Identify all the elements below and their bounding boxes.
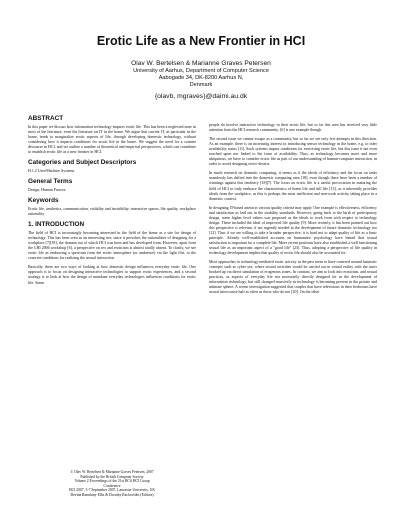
body-paragraph: The second issue we cannot escape as a community, but so far we see only few attempts in this direction. As an example, there is an increasing interest in introducing sensor technology in the home, e.g. to infer availability status [11]. Such systems impact conditions for exercising erotic life, but this issue it not even touched upon nor linked to the issue of availability. Thus, as technology becomes more and more ubiquitous, we have to consider erotic life as part of our understanding of human-computer interaction, in order to avoid designing erotic deserts. [209, 136, 377, 167]
author-names: Olav W. Bertelsen & Marianne Graves Petersen [131, 60, 271, 67]
left-column [28, 110, 196, 289]
introduction-heading: 1. INTRODUCTION [28, 221, 85, 229]
footnote-line: Volume 2 Proceedings of the 21st BCS HCI Group [74, 479, 150, 484]
body-paragraph: Most approaches to technology mediated erotic activity in the past seem to have centered around futuristic concepts such as cyber sex, where sexual activities would be carried out in virtual reality with the users hooked up via direct simulation of erogenous zones. In contrast, we aim to look into eroticism, and sexual practices, as aspects of everyday life not necessarily directly designed for in the development of information technology, but still changed massively as technology is becoming present in the private and intimate sphere. A recent investigation suggested that couples that have televisions in their bedrooms have sexual intercourse half as often as those who do not [20]. On the other [209, 259, 377, 295]
right-column [209, 122, 377, 298]
body-paragraph: people do involve interactive technology in their erotic life, but so far this area has received very little attention from the HCI research community; [6] is one example though. [209, 122, 377, 133]
affiliation-line: Aabogade 34, DK-8200 Aarhus N, [158, 75, 244, 82]
keywords-text: Erotic life, aesthetics, communication, visibility and invisibility, interactive spaces, life quality, workplace rationality. [28, 205, 196, 217]
footnote-line: Conference [103, 483, 121, 488]
affiliation-line: Denmark [189, 82, 213, 89]
footnote-line: Devina Ramduny-Ellis & Dorothy Rachovides (Editors) [70, 492, 154, 497]
paper-title: Erotic Life as a New Frontier in HCI [96, 34, 306, 48]
categories-heading: Categories and Subject Descriptors [28, 158, 137, 166]
abstract-text: In this paper we discuss how information technology impacts erotic life. This has been a neglected zone in most of the literature, even the literature on IT in the home. We argue that current IT, in particular in the home, tends to marginalize erotic aspects of life, through developing domestic technology, without considering how it impacts conditions for erotic life in the home. We suggest the need for a counter discourse in HCI, and we outline a number of theoretical and empirical perspectives, which can contribute to establish erotic life as a new frontier in HCI. [28, 123, 196, 154]
footnote-line: © Olav W. Bertelsen & Marianne Graves Petersen, 2007 [70, 470, 154, 474]
categories-text: H.1.2 User/Machine Systems. [28, 167, 76, 173]
author-block [28, 60, 374, 100]
general-terms-text: Design, Human Factors. [28, 186, 67, 192]
affiliation-line: University of Aarhus, Department of Computer Science [133, 68, 269, 74]
copyright-footnote [28, 470, 196, 498]
body-paragraph: In designing IT-based artefacts various quality criteria may apply. One example is effectiveness, efficiency and satisfaction as laid out in the usability standards. However, going back to the birth of participatory design, some higher level values was proposed as the ideals to work from with respect to technology design. These included the ideal of improved life quality [9]. More recently, it has been pointed out how this perspective is relevant, if not urgently needed in the development of future domestic technology too [12]. Thus if we are willing to take a broader perspective, it is hard not to adapt quality of life as a basic principle. Already well-established accounts on humanistic psychology have hinted that sexual satisfaction is important for a complete life. More recent positions have also established a well functioning sexual life as an important aspect of a "good life" [23]. Thus, adopting a perspective of life quality in technology development implies that quality of erotic life should also be accounted for. [209, 204, 377, 256]
keywords-heading: Keywords [28, 196, 59, 204]
introduction-paragraph: The field of HCI is increasingly becoming interested in the field of the home as a site for design of technology. This has been seen as an interesting site, since it provokes the rationalities of designing for a workplace [7][18], the domain out of which HCI was born and has developed from. However, apart from the CHI 2006 workshop [6], a perspective on sex and eroticism is almost totally absent. To clarify, we see erotic life as embracing a spectrum from the erotic atmosphere (or ambience) via the light flirt, to the concrete conditions for realizing the sexual interaction. [28, 230, 196, 261]
footnote-line: HCI 2007, 3-7 September 2007, Lancaster University, UK [69, 488, 155, 493]
general-terms-heading: General Terms [28, 177, 73, 185]
abstract-heading: ABSTRACT [28, 114, 64, 122]
footnote-line: Published by the British Computer Society [80, 474, 144, 479]
author-email[interactable]: {olavb, mgraves}@daimi.au.dk [154, 92, 248, 100]
introduction-paragraph: Basically, there are two ways of looking at how domestic design influences everyday erotic life. One approach is to focus on designing interactive technologies to support erotic experiences, and a second strategy is to look at how the design of mundane everyday technologies influences conditions for erotic life. Some [28, 264, 196, 285]
body-paragraph: In much research on domestic computing, it seems as if the ideals of efficiency and the focus on tasks seamlessly has drifted into the domestic computing area [18], even though there have been a number of warnings against this tendency [18][7]. The focus on erotic life is a useful provocation in maturing the field of HCI to truly embrace the characteristics of home life and full life [13], as it inherently provides ideals from the workplace, as this is perhaps the most inefficient and non-work activity taking place in a domestic context. [209, 170, 377, 201]
